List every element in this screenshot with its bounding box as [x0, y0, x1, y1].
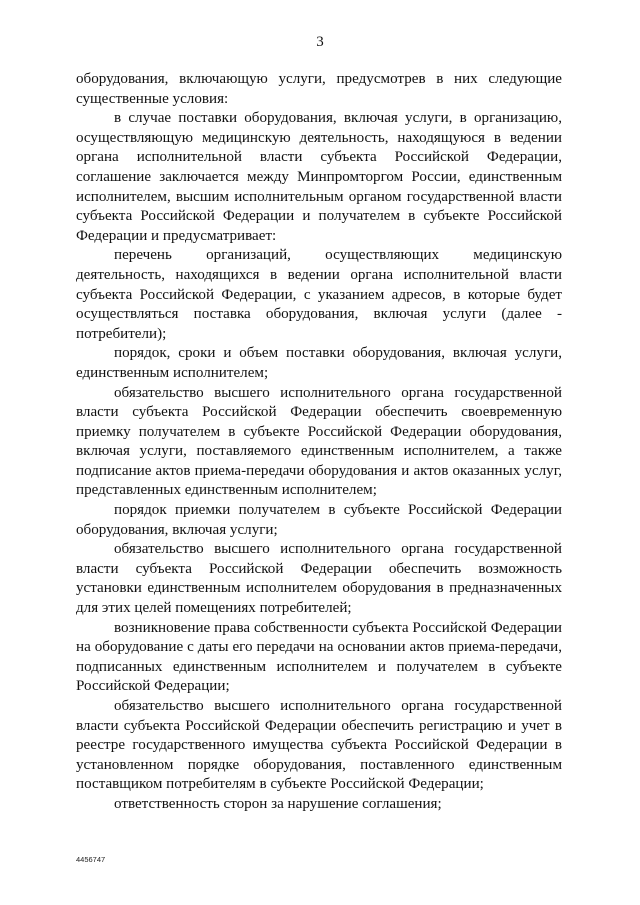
paragraph: в случае поставки оборудования, включая услуги, в организацию, осуществляющую медицинскую деятельность, находящуюся в ведении органа исполнительной власти субъекта Российской Федерации, соглашение заключается между Минпромторгом России, единственным исполнителем, высшим исполнительным органом государственной власти субъекта Российской Федерации и получателем в субъекте Российской Федерации и предусматривает: [76, 110, 562, 244]
document-body [76, 70, 562, 815]
paragraph: перечень организаций, осуществляющих медицинскую деятельность, находящихся в ведении органа исполнительной власти субъекта Российской Федерации, с указанием адресов, в которые будет осуществляться поставка оборудования, включая услуги (далее - потребители); [76, 247, 562, 342]
paragraph: порядок, сроки и объем поставки оборудования, включая услуги, единственным исполнителем; [76, 345, 562, 381]
document-code: 4456747 [76, 855, 106, 864]
paragraph: обязательство высшего исполнительного органа государственной власти субъекта Российской Федерации обеспечить регистрацию и учет в реестре государственного имущества субъекта Российской Федерации в установленном порядке оборудования, поставленного единственным поставщиком потребителям в субъекте Российской Федерации; [76, 698, 562, 793]
paragraph: обязательство высшего исполнительного органа государственной власти субъекта Российской Федерации обеспечить возможность установки единственным исполнителем оборудования в предназначенных для этих целей помещениях потребителей; [76, 541, 562, 617]
page-number: 3 [316, 34, 324, 50]
paragraph: ответственность сторон за нарушение соглашения; [114, 795, 442, 812]
paragraph: обязательство высшего исполнительного органа государственной власти субъекта Российской Федерации обеспечить своевременную приемку получателем в субъекте Российской Федерации оборудования, включая услуги, поставляемого единственным исполнителем, а также подписание актов приема-передачи оборудования и актов оказанных услуг, представленных единственным исполнителем; [76, 384, 562, 499]
paragraph: оборудования, включающую услуги, предусмотрев в них следующие существенные условия: [76, 71, 562, 107]
paragraph: порядок приемки получателем в субъекте Российской Федерации оборудования, включая услуги; [76, 502, 562, 538]
paragraph: возникновение права собственности субъекта Российской Федерации на оборудование с даты его передачи на основании актов приема-передачи, подписанных единственным исполнителем и получателем в субъекте Российской Федерации; [76, 619, 562, 695]
